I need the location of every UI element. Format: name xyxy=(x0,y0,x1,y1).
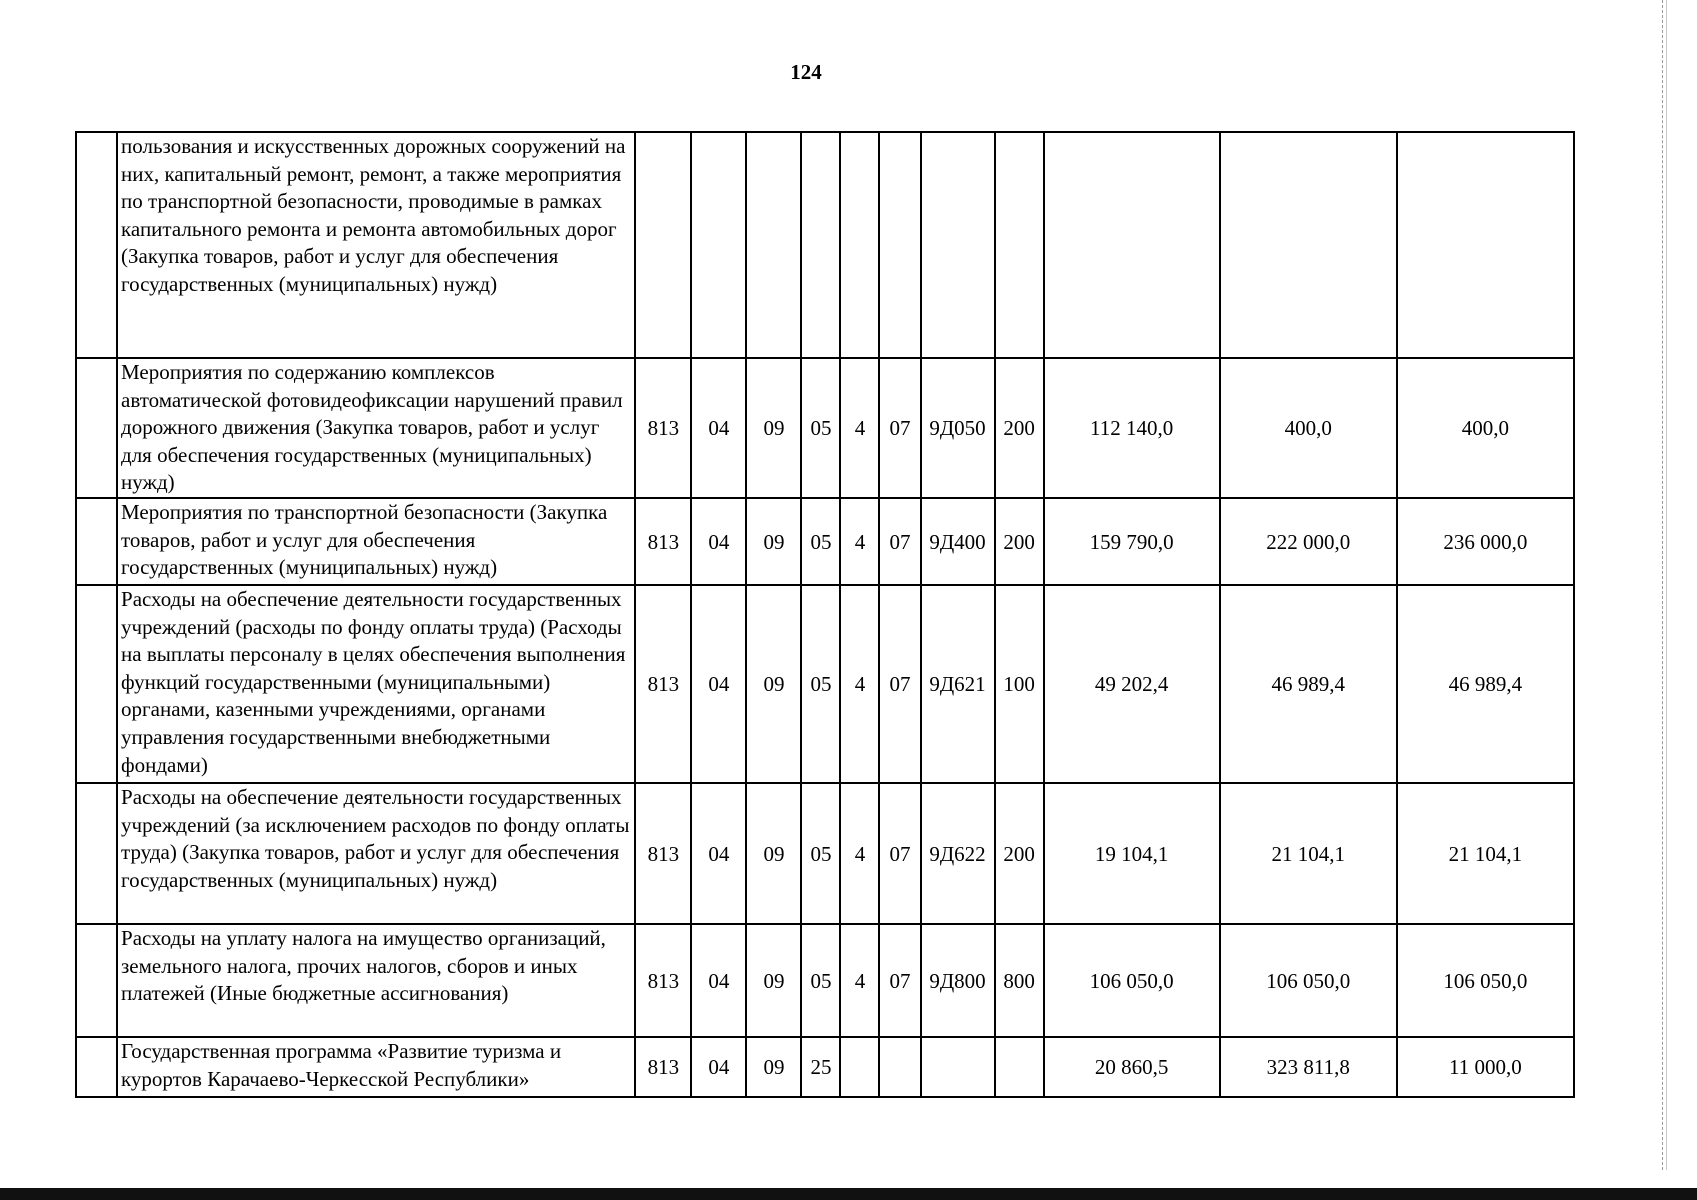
row-index-cell xyxy=(76,1037,117,1097)
sum-year1-cell: 19 104,1 xyxy=(1044,783,1220,924)
rz-cell: 04 xyxy=(691,1037,746,1097)
csr-type-cell xyxy=(840,1037,879,1097)
description-cell: Мероприятия по транспортной безопасности (Закупка товаров, работ и услуг для обеспечения государственных (муниципальных) нужд) xyxy=(117,498,635,585)
sum-year1-cell: 49 202,4 xyxy=(1044,585,1220,783)
pr-cell: 09 xyxy=(746,783,801,924)
pr-cell: 09 xyxy=(746,1037,801,1097)
sum-year1-cell xyxy=(1044,132,1220,358)
description-cell: Расходы на обеспечение деятельности государственных учреждений (расходы по фонду оплаты труда) (Расходы на выплаты персоналу в целях обеспечения выполнения функций государственными (муниципальными) органами, казенными учреждениями, органами управления государственными внебюджетными фондами) xyxy=(117,585,635,783)
vr-cell: 800 xyxy=(995,924,1044,1037)
vr-cell: 200 xyxy=(995,783,1044,924)
csr-direction-cell: 9Д400 xyxy=(921,498,995,585)
scan-edge-dashed-line xyxy=(1662,0,1664,1170)
sum-year2-cell: 46 989,4 xyxy=(1220,585,1397,783)
table-row xyxy=(76,783,1574,924)
glav-cell: 813 xyxy=(635,358,691,498)
rz-cell: 04 xyxy=(691,358,746,498)
vr-cell xyxy=(995,1037,1044,1097)
rz-cell: 04 xyxy=(691,924,746,1037)
csr-program-cell: 05 xyxy=(801,585,840,783)
scan-edge-line xyxy=(1666,0,1668,1170)
csr-subprogram-cell: 07 xyxy=(879,585,920,783)
rz-cell: 04 xyxy=(691,498,746,585)
row-index-cell xyxy=(76,783,117,924)
csr-type-cell: 4 xyxy=(840,498,879,585)
csr-subprogram-cell: 07 xyxy=(879,924,920,1037)
sum-year3-cell: 236 000,0 xyxy=(1397,498,1574,585)
glav-cell: 813 xyxy=(635,585,691,783)
csr-type-cell: 4 xyxy=(840,924,879,1037)
pr-cell: 09 xyxy=(746,924,801,1037)
sum-year3-cell: 46 989,4 xyxy=(1397,585,1574,783)
table-row xyxy=(76,924,1574,1037)
sum-year2-cell: 222 000,0 xyxy=(1220,498,1397,585)
sum-year1-cell: 106 050,0 xyxy=(1044,924,1220,1037)
row-index-cell xyxy=(76,498,117,585)
rz-cell xyxy=(691,132,746,358)
table-row xyxy=(76,1037,1574,1097)
csr-program-cell: 05 xyxy=(801,783,840,924)
row-index-cell xyxy=(76,132,117,358)
sum-year2-cell: 323 811,8 xyxy=(1220,1037,1397,1097)
csr-program-cell xyxy=(801,132,840,358)
rz-cell: 04 xyxy=(691,585,746,783)
csr-subprogram-cell: 07 xyxy=(879,358,920,498)
glav-cell: 813 xyxy=(635,1037,691,1097)
row-index-cell xyxy=(76,585,117,783)
csr-direction-cell xyxy=(921,132,995,358)
csr-type-cell xyxy=(840,132,879,358)
sum-year2-cell: 106 050,0 xyxy=(1220,924,1397,1037)
sum-year2-cell: 400,0 xyxy=(1220,358,1397,498)
sum-year2-cell: 21 104,1 xyxy=(1220,783,1397,924)
description-cell: Мероприятия по содержанию комплексов автоматической фотовидеофиксации нарушений правил дорожного движения (Закупка товаров, работ и услуг для обеспечения государственных (муниципальных) нужд) xyxy=(117,358,635,498)
pr-cell: 09 xyxy=(746,585,801,783)
vr-cell: 200 xyxy=(995,358,1044,498)
vr-cell: 100 xyxy=(995,585,1044,783)
csr-type-cell: 4 xyxy=(840,783,879,924)
description-cell: пользования и искусственных дорожных сооружений на них, капитальный ремонт, ремонт, а также мероприятия по транспортной безопасности, проводимые в рамках капитального ремонта и ремонта автомобильных дорог (Закупка товаров, работ и услуг для обеспечения государственных (муниципальных) нужд) xyxy=(117,132,635,358)
sum-year1-cell: 112 140,0 xyxy=(1044,358,1220,498)
csr-direction-cell: 9Д622 xyxy=(921,783,995,924)
table-row xyxy=(76,585,1574,783)
sum-year3-cell xyxy=(1397,132,1574,358)
csr-subprogram-cell xyxy=(879,1037,920,1097)
csr-program-cell: 25 xyxy=(801,1037,840,1097)
csr-type-cell: 4 xyxy=(840,358,879,498)
table-row xyxy=(76,132,1574,358)
description-cell: Государственная программа «Развитие туризма и курортов Карачаево-Черкесской Республики» xyxy=(117,1037,635,1097)
budget-table xyxy=(75,131,1575,1098)
csr-subprogram-cell: 07 xyxy=(879,783,920,924)
scan-bottom-band xyxy=(0,1188,1697,1200)
sum-year3-cell: 400,0 xyxy=(1397,358,1574,498)
csr-direction-cell xyxy=(921,1037,995,1097)
sum-year2-cell xyxy=(1220,132,1397,358)
vr-cell: 200 xyxy=(995,498,1044,585)
csr-subprogram-cell xyxy=(879,132,920,358)
csr-direction-cell: 9Д800 xyxy=(921,924,995,1037)
sum-year3-cell: 106 050,0 xyxy=(1397,924,1574,1037)
csr-program-cell: 05 xyxy=(801,498,840,585)
glav-cell: 813 xyxy=(635,924,691,1037)
page-number: 124 xyxy=(790,60,822,84)
glav-cell: 813 xyxy=(635,783,691,924)
description-cell: Расходы на обеспечение деятельности государственных учреждений (за исключением расходов по фонду оплаты труда) (Закупка товаров, работ и услуг для обеспечения государственных (муниципальных) нужд) xyxy=(117,783,635,924)
rz-cell: 04 xyxy=(691,783,746,924)
table-row xyxy=(76,498,1574,585)
csr-type-cell: 4 xyxy=(840,585,879,783)
csr-program-cell: 05 xyxy=(801,358,840,498)
csr-direction-cell: 9Д621 xyxy=(921,585,995,783)
row-index-cell xyxy=(76,924,117,1037)
sum-year3-cell: 11 000,0 xyxy=(1397,1037,1574,1097)
pr-cell: 09 xyxy=(746,498,801,585)
pr-cell: 09 xyxy=(746,358,801,498)
csr-direction-cell: 9Д050 xyxy=(921,358,995,498)
glav-cell: 813 xyxy=(635,498,691,585)
glav-cell xyxy=(635,132,691,358)
csr-subprogram-cell: 07 xyxy=(879,498,920,585)
sum-year3-cell: 21 104,1 xyxy=(1397,783,1574,924)
row-index-cell xyxy=(76,358,117,498)
table-row xyxy=(76,358,1574,498)
pr-cell xyxy=(746,132,801,358)
csr-program-cell: 05 xyxy=(801,924,840,1037)
sum-year1-cell: 20 860,5 xyxy=(1044,1037,1220,1097)
description-cell: Расходы на уплату налога на имущество организаций, земельного налога, прочих налогов, сборов и иных платежей (Иные бюджетные ассигнования) xyxy=(117,924,635,1037)
sum-year1-cell: 159 790,0 xyxy=(1044,498,1220,585)
vr-cell xyxy=(995,132,1044,358)
